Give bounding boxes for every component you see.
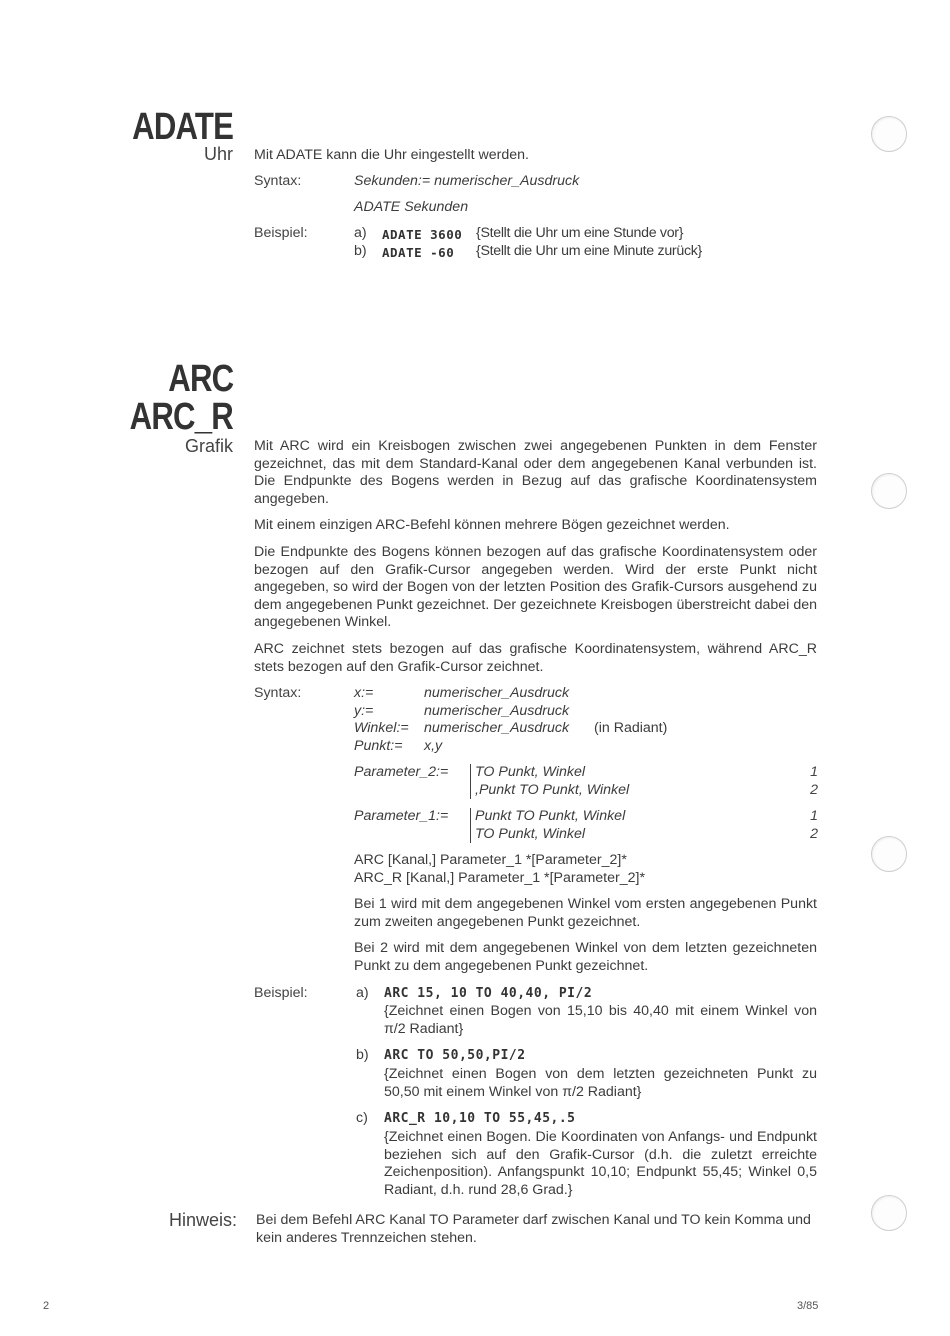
def-name: Punkt:= xyxy=(354,738,403,754)
arc-title: ARC xyxy=(167,358,233,400)
arc-r-form: ARC_R [Kanal,] Parameter_1 *[Parameter_2]* xyxy=(354,870,645,886)
def-value: x,y xyxy=(424,738,443,754)
arc-example-label: Beispiel: xyxy=(254,985,308,1001)
adate-example-a-letter: a) xyxy=(354,225,367,241)
param2-number-1: 1 xyxy=(810,764,818,780)
note-1: Bei 1 wird mit dem angegebenen Winkel vom ersten angegebenen Punkt zum zweiten angegebenen Punkt gezeichnet. xyxy=(354,896,817,930)
def-value: numerischer_Ausdruck xyxy=(424,703,570,719)
edition-label: 3/85 xyxy=(797,1300,819,1312)
adate-title: ADATE xyxy=(132,106,233,148)
punch-hole xyxy=(871,116,907,152)
param2-bracket xyxy=(470,764,471,799)
arc-paragraph-4: ARC zeichnet stets bezogen auf das grafische Koordinatensystem, während ARC_R stets bezogen auf den Grafik-Cursor zeichnet. xyxy=(254,641,817,675)
arc-r-title: ARC_R xyxy=(129,396,233,438)
param2-name: Parameter_2:= xyxy=(354,764,449,780)
param1-option-1: Punkt TO Punkt, Winkel xyxy=(475,808,626,824)
adate-example-a-code: ADATE 3600 xyxy=(382,227,463,242)
param1-option-2: TO Punkt, Winkel xyxy=(475,826,585,842)
def-name: Winkel:= xyxy=(354,720,409,736)
example-code: ARC TO 50,50,PI/2 xyxy=(384,1048,526,1063)
example-letter: a) xyxy=(356,985,369,1001)
arc-syntax-label: Syntax: xyxy=(254,685,302,701)
arc-subtitle: Grafik xyxy=(184,436,233,456)
arc-paragraph-3: Die Endpunkte des Bogens können bezogen auf das grafische Koordinatensystem oder bezogen auf den Grafik-Cursor angegeben werden. Wird der erste Punkt nicht angegeben, so wird der Bogen von der letzten Position des Grafik-Cursors ausgehend zu dem angegebenen Punkt gezeichnet. Der gezeichnete Kreisbogen überstreicht dabei den angegebenen Winkel. xyxy=(254,544,817,630)
arc-paragraph-1: Mit ARC wird ein Kreisbogen zwischen zwei angegebenen Punkten in dem Fenster gezeichnet, das mit dem Standard-Kanal oder dem angegebenen Kanal verbunden ist. Die Endpunkte des Bogens werden in Bezug auf das grafische Koordinatensystem angegeben. xyxy=(254,438,817,507)
adate-example-b-letter: b) xyxy=(354,243,367,259)
adate-example-a-comment: {Stellt die Uhr um eine Stunde vor} xyxy=(476,225,684,241)
param1-number-2: 2 xyxy=(810,826,818,842)
note-2: Bei 2 wird mit dem angegebenen Winkel von dem letzten gezeichneten Punkt zu dem angegebenen Punkt gezeichnet. xyxy=(354,940,817,974)
example-text: {Zeichnet einen Bogen von 15,10 bis 40,40 mit einem Winkel von π/2 Radiant} xyxy=(384,1003,817,1037)
example-text: {Zeichnet einen Bogen von dem letzten gezeichneten Punkt zu 50,50 mit einem Winkel von π/2 Radiant} xyxy=(384,1066,817,1100)
def-value: numerischer_Ausdruck xyxy=(424,720,570,736)
param1-bracket xyxy=(470,808,471,843)
adate-syntax-line-2: ADATE Sekunden xyxy=(354,199,469,215)
def-name: x:= xyxy=(354,685,374,701)
param2-option-2: ,Punkt TO Punkt, Winkel xyxy=(475,782,630,798)
punch-hole xyxy=(871,473,907,509)
adate-subtitle: Uhr xyxy=(203,144,233,164)
punch-hole xyxy=(871,836,907,872)
arc-form: ARC [Kanal,] Parameter_1 *[Parameter_2]* xyxy=(354,852,627,868)
example-code: ARC 15, 10 TO 40,40, PI/2 xyxy=(384,986,593,1001)
adate-example-b-comment: {Stellt die Uhr um eine Minute zurück} xyxy=(476,243,702,259)
adate-intro: Mit ADATE kann die Uhr eingestellt werden. xyxy=(254,147,529,163)
param2-number-2: 2 xyxy=(810,782,818,798)
param1-name: Parameter_1:= xyxy=(354,808,449,824)
adate-syntax-line-1: Sekunden:= numerischer_Ausdruck xyxy=(354,173,580,189)
adate-example-label: Beispiel: xyxy=(254,225,308,241)
def-extra: (in Radiant) xyxy=(594,720,668,736)
param2-option-1: TO Punkt, Winkel xyxy=(475,764,585,780)
example-letter: c) xyxy=(356,1110,368,1126)
param1-number-1: 1 xyxy=(810,808,818,824)
example-code: ARC_R 10,10 TO 55,45,.5 xyxy=(384,1111,576,1126)
adate-syntax-label: Syntax: xyxy=(254,173,302,189)
punch-hole xyxy=(871,1195,907,1231)
adate-example-b-code: ADATE -60 xyxy=(382,245,455,260)
example-text: {Zeichnet einen Bogen. Die Koordinaten von Anfangs- und Endpunkt beziehen sich auf den Grafik-Cursor (d.h. die zuletzt erreichte Zeichenposition). Anfangspunkt 10,10; Endpunkt 55,45; Winkel 0,5 Radiant, d.h. rund 28,6 Grad.} xyxy=(384,1129,817,1198)
hint-label: Hinweis: xyxy=(168,1210,237,1230)
def-name: y:= xyxy=(354,703,374,719)
example-letter: b) xyxy=(356,1047,369,1063)
page-number: 2 xyxy=(43,1300,50,1312)
arc-paragraph-2: Mit einem einzigen ARC-Befehl können mehrere Bögen gezeichnet werden. xyxy=(254,517,730,533)
hint-text: Bei dem Befehl ARC Kanal TO Parameter darf zwischen Kanal und TO kein Komma und kein anderes Trennzeichen stehen. xyxy=(256,1212,811,1246)
def-value: numerischer_Ausdruck xyxy=(424,685,570,701)
